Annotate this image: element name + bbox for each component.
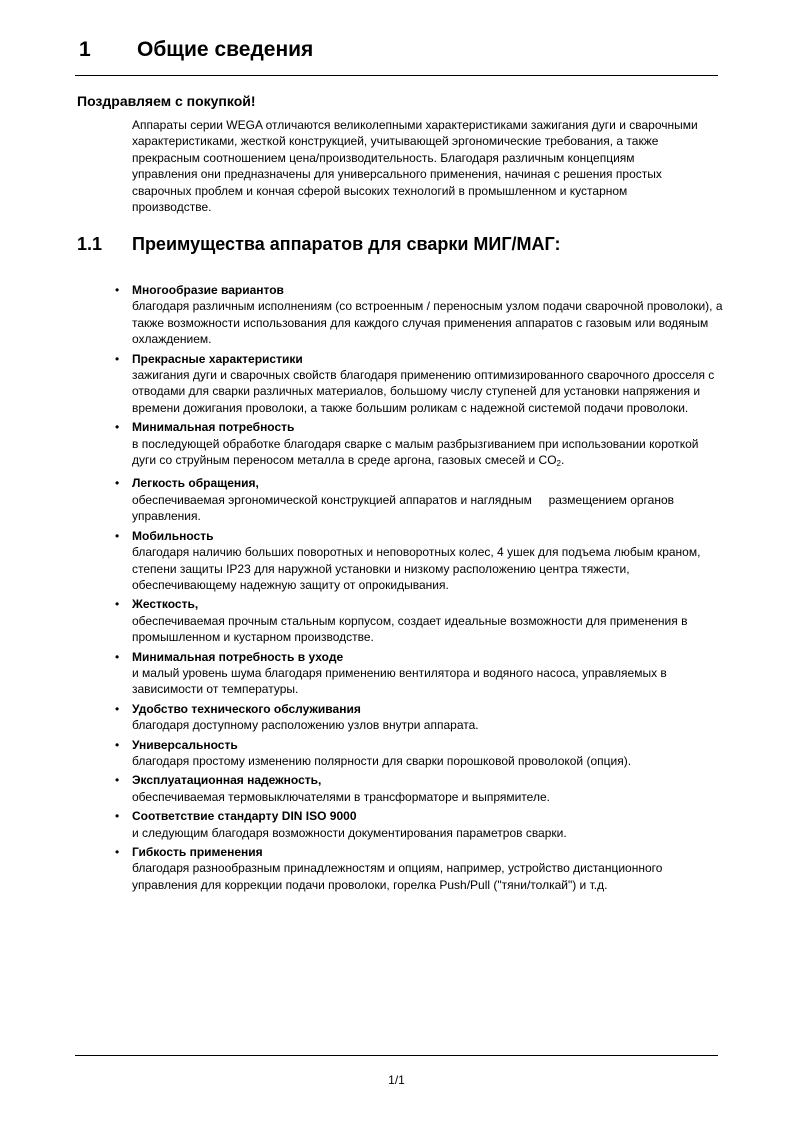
item-title: Жесткость, [132, 597, 199, 612]
item-text-tail: . [560, 453, 565, 468]
item-title: Универсальность [132, 737, 238, 752]
list-item [115, 351, 725, 417]
item-text: благодаря простому изменению полярности для сварки порошковой проволокой (опция). [132, 753, 632, 768]
bullet-icon: • [115, 773, 120, 788]
bullet-icon: • [115, 701, 120, 716]
subscript: 2 [556, 459, 561, 469]
item-title: Удобство технического обслуживания [132, 701, 361, 716]
item-text: благодаря разнообразным принадлежностям и опциям, например, устройство дистанционного управления для коррекции подачи проволоки, горелка Push/Pull ("тяни/толкай") и т.д. [132, 861, 663, 892]
item-title: Многообразие вариантов [132, 283, 284, 297]
item-text-wrap [132, 436, 725, 473]
item-title: Эксплуатационная надежность, [132, 773, 322, 788]
item-text: и следующим благодаря возможности документирования параметров сварки. [132, 825, 567, 840]
congrats-heading: Поздравляем с покупкой! [77, 93, 256, 109]
item-text: благодаря доступному расположению узлов внутри аппарата. [132, 718, 479, 733]
bullet-icon: • [115, 420, 120, 435]
chapter-title: Общие сведения [137, 38, 314, 61]
section-number: 1.1 [77, 234, 103, 254]
chapter-number: 1 [79, 38, 91, 61]
list-item [115, 528, 725, 594]
bullet-icon: • [115, 351, 120, 366]
item-title: Минимальная потребность в уходе [132, 649, 344, 664]
bullet-icon: • [115, 476, 120, 491]
bullet-icon: • [115, 597, 120, 612]
list-item [115, 844, 725, 893]
list-item [115, 649, 725, 698]
item-text: благодаря различным исполнениям (со встроенным / переносным узлом подачи сварочной проволоки), а также возможности использования для каждого случая применения аппаратов с газовым или водяным охлаждением. [132, 299, 723, 347]
section-title: Преимущества аппаратов для сварки МИГ/МАГ: [132, 234, 561, 254]
item-title: Легкость обращения, [132, 476, 259, 491]
bullet-icon: • [115, 845, 120, 859]
item-title: Минимальная потребность [132, 420, 295, 435]
bullet-icon: • [115, 283, 120, 297]
item-text: благодаря наличию больших поворотных и неповоротных колес, 4 ушек для подъема любым краном, степени защиты IP23 для наружной установки и низкому расположению центра тяжести, обеспечивающему надежную защиту от опрокидывания. [132, 545, 701, 592]
item-text: обеспечиваемая прочным стальным корпусом, создает идеальные возможности для применения в промышленном и кустарном производстве. [132, 613, 688, 645]
bullet-icon: • [115, 737, 120, 752]
list-item [115, 419, 725, 472]
item-text: в последующей обработке благодаря сварке с малым разбрызгиванием при использовании короткой дуги со струйным переносом металла в среде аргона, газовых смесей и CO [132, 436, 699, 468]
item-title: Мобильность [132, 528, 214, 543]
page-number: 1/1 [388, 1073, 405, 1087]
list-item [115, 737, 725, 770]
bullet-icon: • [115, 649, 120, 664]
item-text: зажигания дуги и сварочных свойств благодаря применению оптимизированного сварочного дросселя с отводами для сварки различных материалов, большому числу ступеней для установки напряжения и времени дожигания проволоки, а также большим роликам с надежной системой подачи проволоки. [132, 368, 715, 415]
list-item [115, 282, 725, 348]
item-title: Прекрасные характеристики [132, 351, 303, 366]
item-text: обеспечиваемая термовыключателями в трансформаторе и выпрямителе. [132, 789, 550, 804]
list-item [115, 808, 725, 841]
top-divider [75, 75, 718, 76]
list-item [115, 701, 725, 734]
bottom-divider [75, 1055, 718, 1056]
bullet-icon: • [115, 809, 120, 824]
item-title: Соответствие стандарту DIN ISO 9000 [132, 809, 357, 824]
item-text: обеспечиваемая эргономической конструкцией аппаратов и наглядным размещением органов управления. [132, 492, 678, 524]
intro-paragraph: Аппараты серии WEGA отличаются великолепными характеристиками зажигания дуги и сварочными характеристиками, жесткой конструкцией, учитывающей эргономические требования, а также прекрасным соотношением цена/производительность. Благодаря различным концепциям управления они предназначены для универсального применения, начиная с решения простых сварочных проблем и кончая сферой высоких технологий в промышленном и кустарном производстве. [132, 118, 698, 215]
list-item [115, 772, 725, 805]
bullet-icon: • [115, 528, 120, 543]
advantages-list [115, 282, 725, 896]
list-item [115, 475, 725, 524]
item-text: и малый уровень шума благодаря применению вентилятора и водяного насоса, управляемых в зависимости от температуры. [132, 665, 667, 697]
list-item [115, 596, 725, 645]
item-title: Гибкость применения [132, 845, 263, 859]
